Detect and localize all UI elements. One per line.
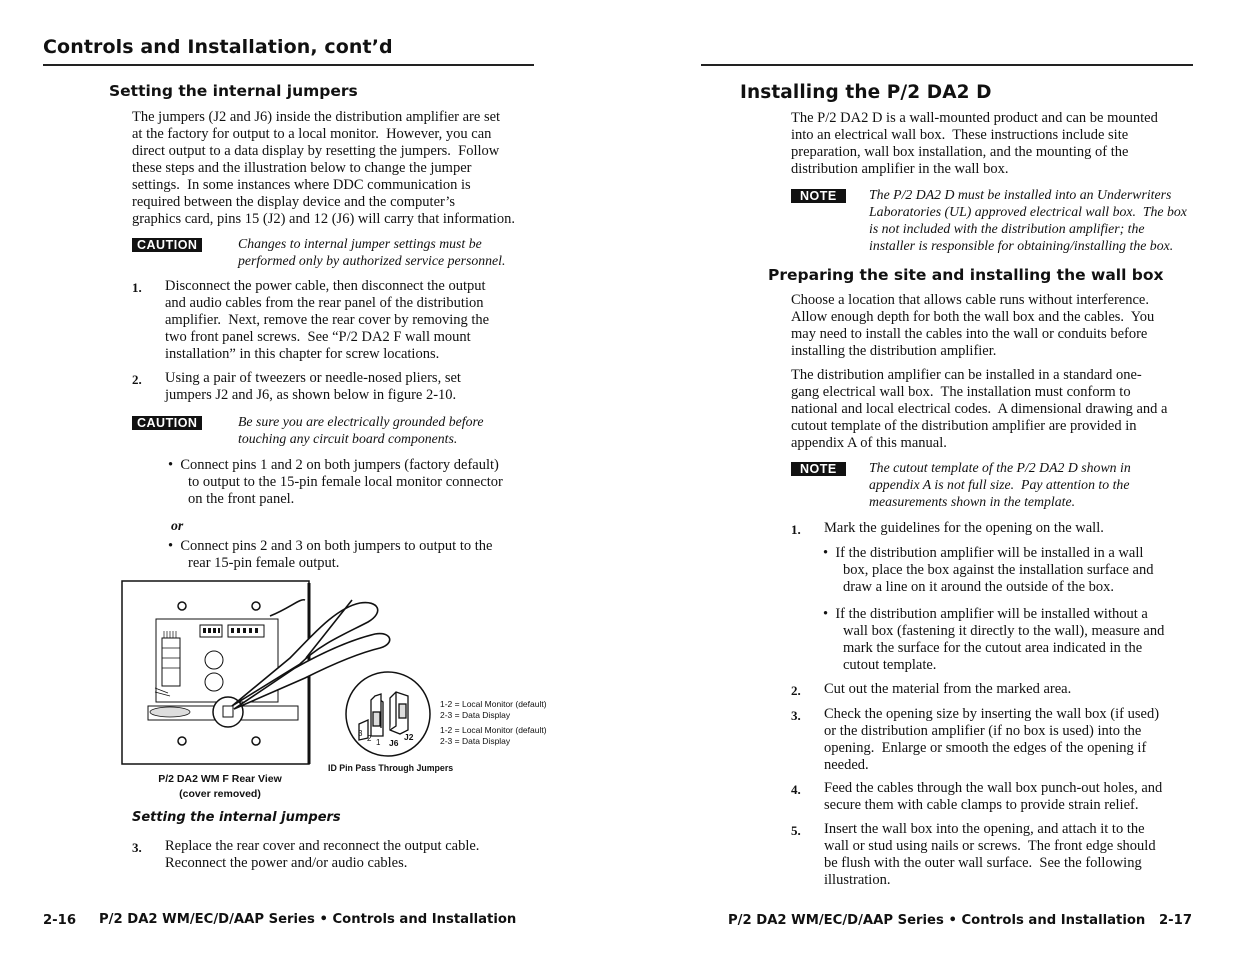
svg-text:3: 3: [358, 729, 363, 738]
text-line: Reconnect the power and/or audio cables.: [165, 855, 408, 871]
page-number: 2-16: [43, 913, 77, 928]
text-line: performed only by authorized service personnel.: [238, 253, 506, 268]
jumper-figure: [120, 578, 570, 808]
caution-badge: CAUTION: [132, 414, 202, 432]
svg-text:J6: J6: [389, 738, 399, 748]
text-line: The P/2 DA2 D is a wall-mounted product and can be mounted: [791, 110, 1158, 126]
page-number: 2-17: [1159, 913, 1193, 928]
text-line: into an electrical wall box. These instructions include site: [791, 127, 1129, 143]
text-line: two front panel screws. See “P/2 DA2 F wall mount: [165, 329, 471, 345]
text-line: The distribution amplifier can be installed in a standard one-: [791, 367, 1142, 383]
text-line: on the front panel.: [188, 491, 295, 507]
bullet-2: [168, 538, 538, 572]
svg-text:1-2 = Local Monitor (default): 1-2 = Local Monitor (default): [440, 699, 547, 709]
text-line: gang electrical wall box. The installation must conform to: [791, 384, 1131, 400]
text-line: Be sure you are electrically grounded before: [238, 414, 484, 429]
text-line: direct output to a data display by resetting the jumpers. Follow: [132, 143, 500, 159]
text-line: Disconnect the power cable, then disconnect the output: [165, 278, 486, 294]
text-line: jumpers J2 and J6, as shown below in figure 2-10.: [165, 387, 457, 403]
section-heading: Setting the internal jumpers: [109, 82, 358, 100]
text-line: and audio cables from the rear panel of the distribution: [165, 295, 484, 311]
figure-caption: Setting the internal jumpers: [132, 810, 341, 825]
jumper-closeup-circle: [346, 672, 430, 756]
page-heading: Installing the P/2 DA2 D: [740, 82, 992, 103]
subheading: Preparing the site and installing the wall box: [768, 266, 1164, 284]
text-line: touching any circuit board components.: [238, 431, 458, 446]
text-line: required between the display device and the computer’s: [132, 194, 456, 210]
text-line: installing the distribution amplifier.: [791, 343, 997, 359]
text-line: Cut out the material from the marked area.: [824, 681, 1072, 697]
text-line: illustration.: [824, 872, 891, 888]
step-3-text: [824, 706, 1194, 774]
step-2-text: [165, 370, 535, 404]
text-line: appendix A of this manual.: [791, 435, 947, 451]
text-line: wall box (fastening it directly to the wall), measure and: [843, 623, 1165, 639]
note-text: [869, 459, 1199, 510]
text-line: The jumpers (J2 and J6) inside the distribution amplifier are set: [132, 109, 501, 125]
header-rule: [43, 64, 534, 66]
text-line: • If the distribution amplifier will be installed without a: [823, 606, 1148, 622]
text-line: The cutout template of the P/2 DA2 D shown in: [869, 460, 1131, 475]
text-line: draw a line on it around the outside of the box.: [843, 579, 1115, 595]
step-1-text: [165, 278, 535, 363]
text-line: opening. Enlarge or smooth the edges of the opening if: [824, 740, 1147, 756]
header-rule: [701, 64, 1193, 66]
text-line: Feed the cables through the wall box punch-out holes, and: [824, 780, 1163, 796]
text-line: appendix A is not full size. Pay attention to the: [869, 477, 1130, 492]
bullet-1: [823, 545, 1193, 596]
bullet-2: [823, 606, 1193, 674]
step-4-text: [824, 780, 1194, 814]
intro-paragraph: [791, 110, 1201, 178]
svg-text:P/2 DA2 WM F Rear View: P/2 DA2 WM F Rear View: [158, 773, 282, 785]
paragraph: [791, 367, 1201, 452]
text-line: or the distribution amplifier (if no box is used) into the: [824, 723, 1142, 739]
footer-text: P/2 DA2 WM/EC/D/AAP Series • Controls and Installation: [728, 913, 1146, 928]
text-line: • Connect pins 2 and 3 on both jumpers to output to the: [168, 538, 493, 554]
text-line: box, place the box against the installation surface and: [843, 562, 1154, 578]
svg-text:(cover removed): (cover removed): [179, 788, 261, 800]
note-badge: NOTE: [791, 460, 846, 478]
text-line: Using a pair of tweezers or needle-nosed pliers, set: [165, 370, 461, 386]
step-1-text: [824, 520, 1194, 537]
step-5-text: [824, 821, 1194, 889]
text-line: is not included with the distribution amplifier; the: [869, 221, 1145, 236]
paragraph: [791, 292, 1201, 360]
text-line: Replace the rear cover and reconnect the output cable.: [165, 838, 480, 854]
step-number: 4.: [791, 782, 801, 797]
step-number: 1.: [132, 280, 142, 295]
text-line: rear 15-pin female output.: [188, 555, 340, 571]
note-badge: NOTE: [791, 187, 846, 205]
caution-text: [238, 235, 538, 269]
svg-text:1: 1: [376, 738, 381, 747]
text-line: cutout template of the distribution amplifier are provided in: [791, 418, 1137, 434]
caution-text: [238, 413, 538, 447]
svg-text:2-3 = Data Display: 2-3 = Data Display: [440, 710, 511, 720]
text-line: The P/2 DA2 D must be installed into an Underwriters: [869, 187, 1172, 202]
text-line: be flush with the outer wall surface. See the following: [824, 855, 1142, 871]
text-line: amplifier. Next, remove the rear cover by removing the: [165, 312, 490, 328]
step-number: 5.: [791, 823, 801, 838]
text-line: may need to install the cables into the wall or conduits before: [791, 326, 1148, 342]
text-line: • Connect pins 1 and 2 on both jumpers (factory default): [168, 457, 499, 473]
text-line: measurements shown in the template.: [869, 494, 1076, 509]
svg-text:2: 2: [367, 734, 372, 743]
text-line: these steps and the illustration below to change the jumper: [132, 160, 472, 176]
text-line: installation” in this chapter for screw locations.: [165, 346, 440, 362]
text-line: cutout template.: [843, 657, 937, 673]
text-line: wall or stud using nails or screws. The front edge should: [824, 838, 1156, 854]
caution-badge: CAUTION: [132, 236, 202, 254]
text-line: needed.: [824, 757, 869, 773]
text-line: Mark the guidelines for the opening on the wall.: [824, 520, 1104, 536]
step-number: 3.: [132, 840, 142, 855]
text-line: mark the surface for the cutout area indicated in the: [843, 640, 1143, 656]
text-line: secure them with cable clamps to provide strain relief.: [824, 797, 1139, 813]
text-line: • If the distribution amplifier will be installed in a wall: [823, 545, 1144, 561]
text-line: Check the opening size by inserting the wall box (if used): [824, 706, 1160, 722]
svg-text:1-2 = Local Monitor (default): 1-2 = Local Monitor (default): [440, 725, 547, 735]
section-title: Controls and Installation, cont’d: [43, 36, 393, 58]
text-line: preparation, wall box installation, and the mounting of the: [791, 144, 1129, 160]
step-number: 3.: [791, 708, 801, 723]
svg-text:2-3 = Data Display: 2-3 = Data Display: [440, 736, 511, 746]
footer-text: P/2 DA2 WM/EC/D/AAP Series • Controls and Installation: [99, 912, 517, 927]
text-line: Insert the wall box into the opening, and attach it to the: [824, 821, 1145, 837]
text-line: national and local electrical codes. A dimensional drawing and a: [791, 401, 1168, 417]
vertical-connector: [162, 638, 180, 686]
text-line: to output to the 15-pin female local monitor connector: [188, 474, 503, 490]
text-line: Choose a location that allows cable runs without interference.: [791, 292, 1149, 308]
svg-text:J2: J2: [404, 732, 414, 742]
text-line: Changes to internal jumper settings must be: [238, 236, 482, 251]
step-number: 1.: [791, 522, 801, 537]
step-3-text: [165, 838, 535, 872]
text-line: graphics card, pins 15 (J2) and 12 (J6) will carry that information.: [132, 211, 515, 227]
note-text: [869, 186, 1199, 254]
or-text: or: [171, 518, 184, 533]
svg-text:ID Pin Pass Through Jumpers: ID Pin Pass Through Jumpers: [328, 763, 454, 773]
step-2-text: [824, 681, 1194, 698]
step-number: 2.: [132, 372, 142, 387]
text-line: at the factory for output to a local monitor. However, you can: [132, 126, 492, 142]
step-number: 2.: [791, 683, 801, 698]
text-line: distribution amplifier in the wall box.: [791, 161, 1009, 177]
intro-paragraph: [132, 109, 542, 228]
bullet-1: [168, 457, 538, 508]
text-line: installer is responsible for obtaining/installing the box.: [869, 238, 1174, 253]
text-line: Laboratories (UL) approved electrical wall box. The box: [869, 204, 1187, 219]
text-line: settings. In some instances where DDC communication is: [132, 177, 471, 193]
text-line: Allow enough depth for both the wall box and the cables. You: [791, 309, 1155, 325]
